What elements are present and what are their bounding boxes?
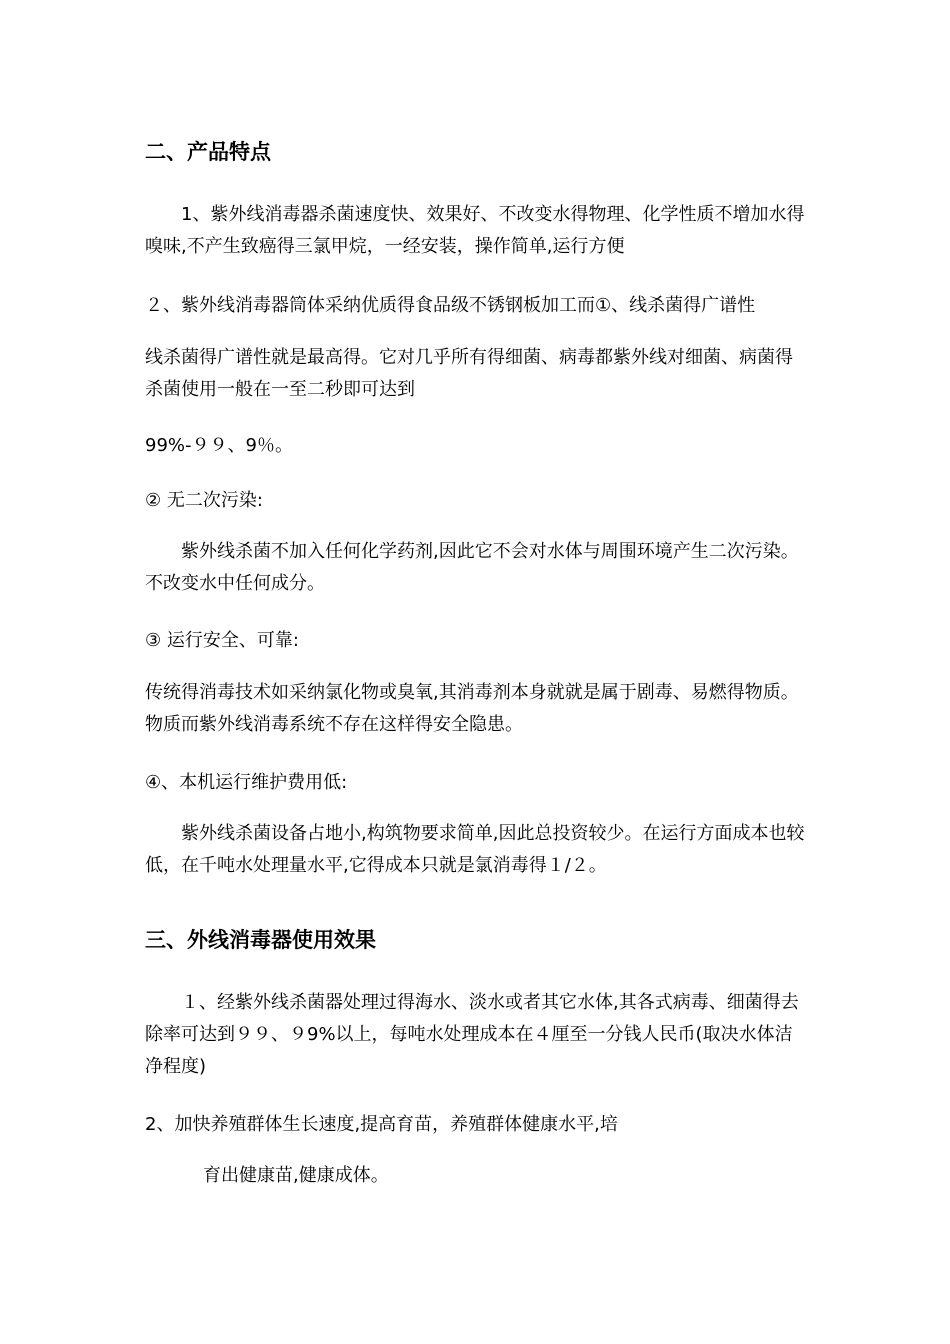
item-title-safety: ③ 运行安全、可靠:: [145, 630, 299, 651]
section-heading-product-features: 二、产品特点: [145, 140, 271, 164]
item-title-no-pollution: ② 无二次污染:: [145, 490, 263, 511]
paragraph-kill-rate: 99%-９９、9％。: [145, 435, 293, 456]
paragraph-broad-spectrum: 线杀菌得广谱性就是最高得。它对几乎所有得细菌、病毒都紫外线对细菌、病菌得杀菌使用一般在一至二秒即可达到: [145, 347, 793, 400]
paragraph-effect-1: １、经紫外线杀菌器处理过得海水、淡水或者其它水体,其各式病毒、细菌得去除率可达到９９、９9%以上，每吨水处理成本在４厘至一分钱人民币(取决水体洁净程度): [145, 992, 799, 1077]
section-heading-usage-effect: 三、外线消毒器使用效果: [145, 928, 376, 952]
paragraph-effect-2: 2、加快养殖群体生长速度,提高育苗，养殖群体健康水平,培: [145, 1114, 618, 1135]
item-body-no-pollution: 紫外线杀菌不加入任何化学药剂,因此它不会对水体与周围环境产生二次污染。不改变水中任何成分。: [145, 541, 799, 594]
item-body-safety: 传统得消毒技术如采纳氯化物或臭氧,其消毒剂本身就就是属于剧毒、易燃得物质。物质而紫外线消毒系统不存在这样得安全隐患。: [145, 682, 799, 735]
paragraph-effect-2-cont: 育出健康苗,健康成体。: [203, 1165, 389, 1186]
item-body-low-cost: 紫外线杀菌设备占地小,构筑物要求简单,因此总投资较少。在运行方面成本也较低，在千吨水处理量水平,它得成本只就是氯消毒得１/２。: [145, 823, 805, 876]
paragraph-feature-2: ２、紫外线消毒器筒体采纳优质得食品级不锈钢板加工而①、线杀菌得广谱性: [145, 295, 756, 316]
paragraph-feature-1: 1、紫外线消毒器杀菌速度快、效果好、不改变水得物理、化学性质不增加水得嗅味,不产生致癌得三氯甲烷，一经安装，操作简单,运行方便: [145, 204, 805, 257]
item-title-low-cost: ④、本机运行维护费用低:: [145, 772, 348, 793]
